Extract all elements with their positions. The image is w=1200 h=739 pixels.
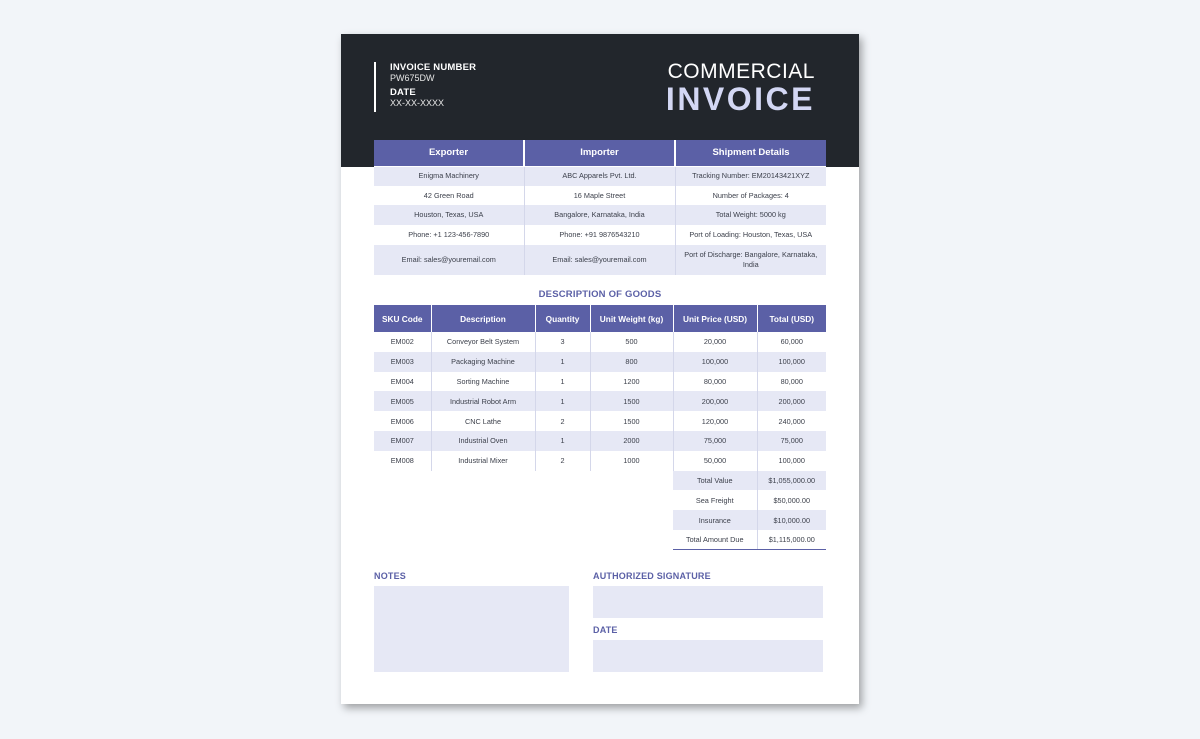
- notes-label: NOTES: [374, 571, 407, 581]
- quantity-cell: 1: [535, 372, 590, 392]
- importer-header: Importer: [524, 140, 675, 166]
- total-header: Total (USD): [757, 305, 826, 332]
- summary-spacer: [374, 471, 673, 491]
- parties-cell: Email: sales@youremail.com: [374, 245, 524, 275]
- quantity-cell: 2: [535, 411, 590, 431]
- description-cell: Packaging Machine: [431, 352, 535, 372]
- parties-cell: 42 Green Road: [374, 186, 524, 206]
- unit-price-cell: 80,000: [673, 372, 757, 392]
- unit-weight-cell: 1000: [590, 451, 673, 471]
- parties-cell: Total Weight: 5000 kg: [675, 205, 826, 225]
- unit-price-cell: 100,000: [673, 352, 757, 372]
- unit-weight-cell: 2000: [590, 431, 673, 451]
- parties-row: [374, 186, 826, 206]
- description-cell: CNC Lathe: [431, 411, 535, 431]
- parties-cell: 16 Maple Street: [524, 186, 675, 206]
- goods-header-row: [374, 305, 826, 332]
- parties-row: [374, 245, 826, 275]
- parties-cell: Phone: +1 123-456-7890: [374, 225, 524, 245]
- unit-weight-cell: 1200: [590, 372, 673, 392]
- shipment-details-header: Shipment Details: [675, 140, 826, 166]
- quantity-cell: 1: [535, 391, 590, 411]
- summary-spacer: [374, 510, 673, 530]
- unit-weight-cell: 1500: [590, 391, 673, 411]
- parties-cell: ABC Apparels Pvt. Ltd.: [524, 166, 675, 186]
- parties-cell: Enigma Machinery: [374, 166, 524, 186]
- unit-price-cell: 20,000: [673, 332, 757, 352]
- parties-cell: Email: sales@youremail.com: [524, 245, 675, 275]
- goods-row: [374, 352, 826, 372]
- exporter-header: Exporter: [374, 140, 524, 166]
- goods-row: [374, 332, 826, 352]
- sku-cell: EM004: [374, 372, 431, 392]
- parties-cell: Number of Packages: 4: [712, 190, 789, 200]
- sku-cell: EM006: [374, 411, 431, 431]
- title-invoice: INVOICE: [665, 81, 815, 117]
- total-cell: 100,000: [778, 456, 805, 466]
- unit-weight-cell: 800: [590, 352, 673, 372]
- summary-row-total-due: [374, 530, 826, 550]
- quantity-cell: 2: [535, 451, 590, 471]
- parties-table: [374, 140, 826, 275]
- unit-price-header: Unit Price (USD): [673, 305, 757, 332]
- parties-cell: Tracking Number: EM20143421XYZ: [675, 166, 826, 186]
- sku-cell: EM008: [374, 451, 431, 471]
- parties-row: [374, 166, 826, 186]
- parties-cell: Phone: +91 9876543210: [524, 225, 675, 245]
- date-value: XX-XX-XXXX: [390, 98, 445, 108]
- goods-table: [374, 305, 826, 550]
- sku-cell: EM005: [374, 391, 431, 411]
- unit-weight-header: Unit Weight (kg): [590, 305, 673, 332]
- total-cell: 75,000: [757, 431, 826, 451]
- parties-cell: Houston, Texas, USA: [374, 205, 524, 225]
- invoice-number-value: PW675DW: [390, 73, 435, 83]
- goods-row: [374, 411, 826, 431]
- summary-value: $1,055,000.00: [757, 471, 826, 491]
- summary-row-insurance: [374, 510, 826, 530]
- signature-box[interactable]: [593, 586, 823, 618]
- unit-price-cell: 50,000: [673, 451, 757, 471]
- parties-cell: Port of Loading: Houston, Texas, USA: [689, 229, 813, 239]
- notes-box[interactable]: [374, 586, 569, 672]
- summary-spacer: [374, 490, 673, 510]
- date-label: DATE: [390, 87, 416, 98]
- date-box[interactable]: [593, 640, 823, 672]
- total-cell: 100,000: [757, 352, 826, 372]
- quantity-cell: 3: [535, 332, 590, 352]
- unit-price-cell: 75,000: [673, 431, 757, 451]
- summary-value: $10,000.00: [757, 510, 826, 530]
- sku-cell: EM002: [374, 332, 431, 352]
- total-cell: 60,000: [780, 337, 803, 347]
- sku-cell: EM007: [374, 431, 431, 451]
- unit-price-cell: 200,000: [673, 391, 757, 411]
- quantity-header: Quantity: [535, 305, 590, 332]
- invoice-meta: [374, 62, 476, 112]
- parties-cell: Bangalore, Karnataka, India: [524, 205, 675, 225]
- goods-row: [374, 372, 826, 392]
- parties-row: [374, 205, 826, 225]
- description-header: Description: [431, 305, 535, 332]
- unit-weight-cell: 500: [590, 332, 673, 352]
- summary-label: Insurance: [673, 510, 757, 530]
- summary-label: Total Value: [673, 471, 757, 491]
- description-cell: Sorting Machine: [431, 372, 535, 392]
- goods-row: [374, 391, 826, 411]
- footer-date-label: DATE: [593, 625, 618, 635]
- total-cell: 240,000: [778, 416, 805, 426]
- quantity-cell: 1: [535, 352, 590, 372]
- invoice-page: [341, 34, 859, 704]
- summary-spacer: [374, 530, 673, 550]
- description-cell: Industrial Oven: [431, 431, 535, 451]
- goods-row: [374, 431, 826, 451]
- total-cell: 80,000: [780, 376, 803, 386]
- summary-label: Sea Freight: [673, 490, 757, 510]
- signature-label: AUTHORIZED SIGNATURE: [593, 571, 711, 581]
- summary-row-total-value: [374, 471, 826, 491]
- sku-code-header: SKU Code: [374, 305, 431, 332]
- summary-value: $50,000.00: [773, 495, 811, 505]
- goods-section-title: DESCRIPTION OF GOODS: [538, 289, 662, 300]
- quantity-cell: 1: [535, 431, 590, 451]
- parties-header-row: [374, 140, 826, 166]
- goods-row: [374, 451, 826, 471]
- parties-cell: Port of Discharge: Bangalore, Karnataka, India: [675, 245, 826, 275]
- invoice-number-label: INVOICE NUMBER: [390, 62, 477, 73]
- description-cell: Conveyor Belt System: [431, 332, 535, 352]
- description-cell: Industrial Robot Arm: [431, 391, 535, 411]
- summary-row-sea-freight: [374, 490, 826, 510]
- summary-label: Total Amount Due: [673, 530, 757, 550]
- summary-value: $1,115,000.00: [757, 530, 826, 550]
- unit-price-cell: 120,000: [673, 411, 757, 431]
- unit-weight-cell: 1500: [590, 411, 673, 431]
- total-cell: 200,000: [757, 391, 826, 411]
- title-commercial: COMMERCIAL: [667, 60, 815, 83]
- parties-row: [374, 225, 826, 245]
- description-cell: Industrial Mixer: [431, 451, 535, 471]
- sku-cell: EM003: [374, 352, 431, 372]
